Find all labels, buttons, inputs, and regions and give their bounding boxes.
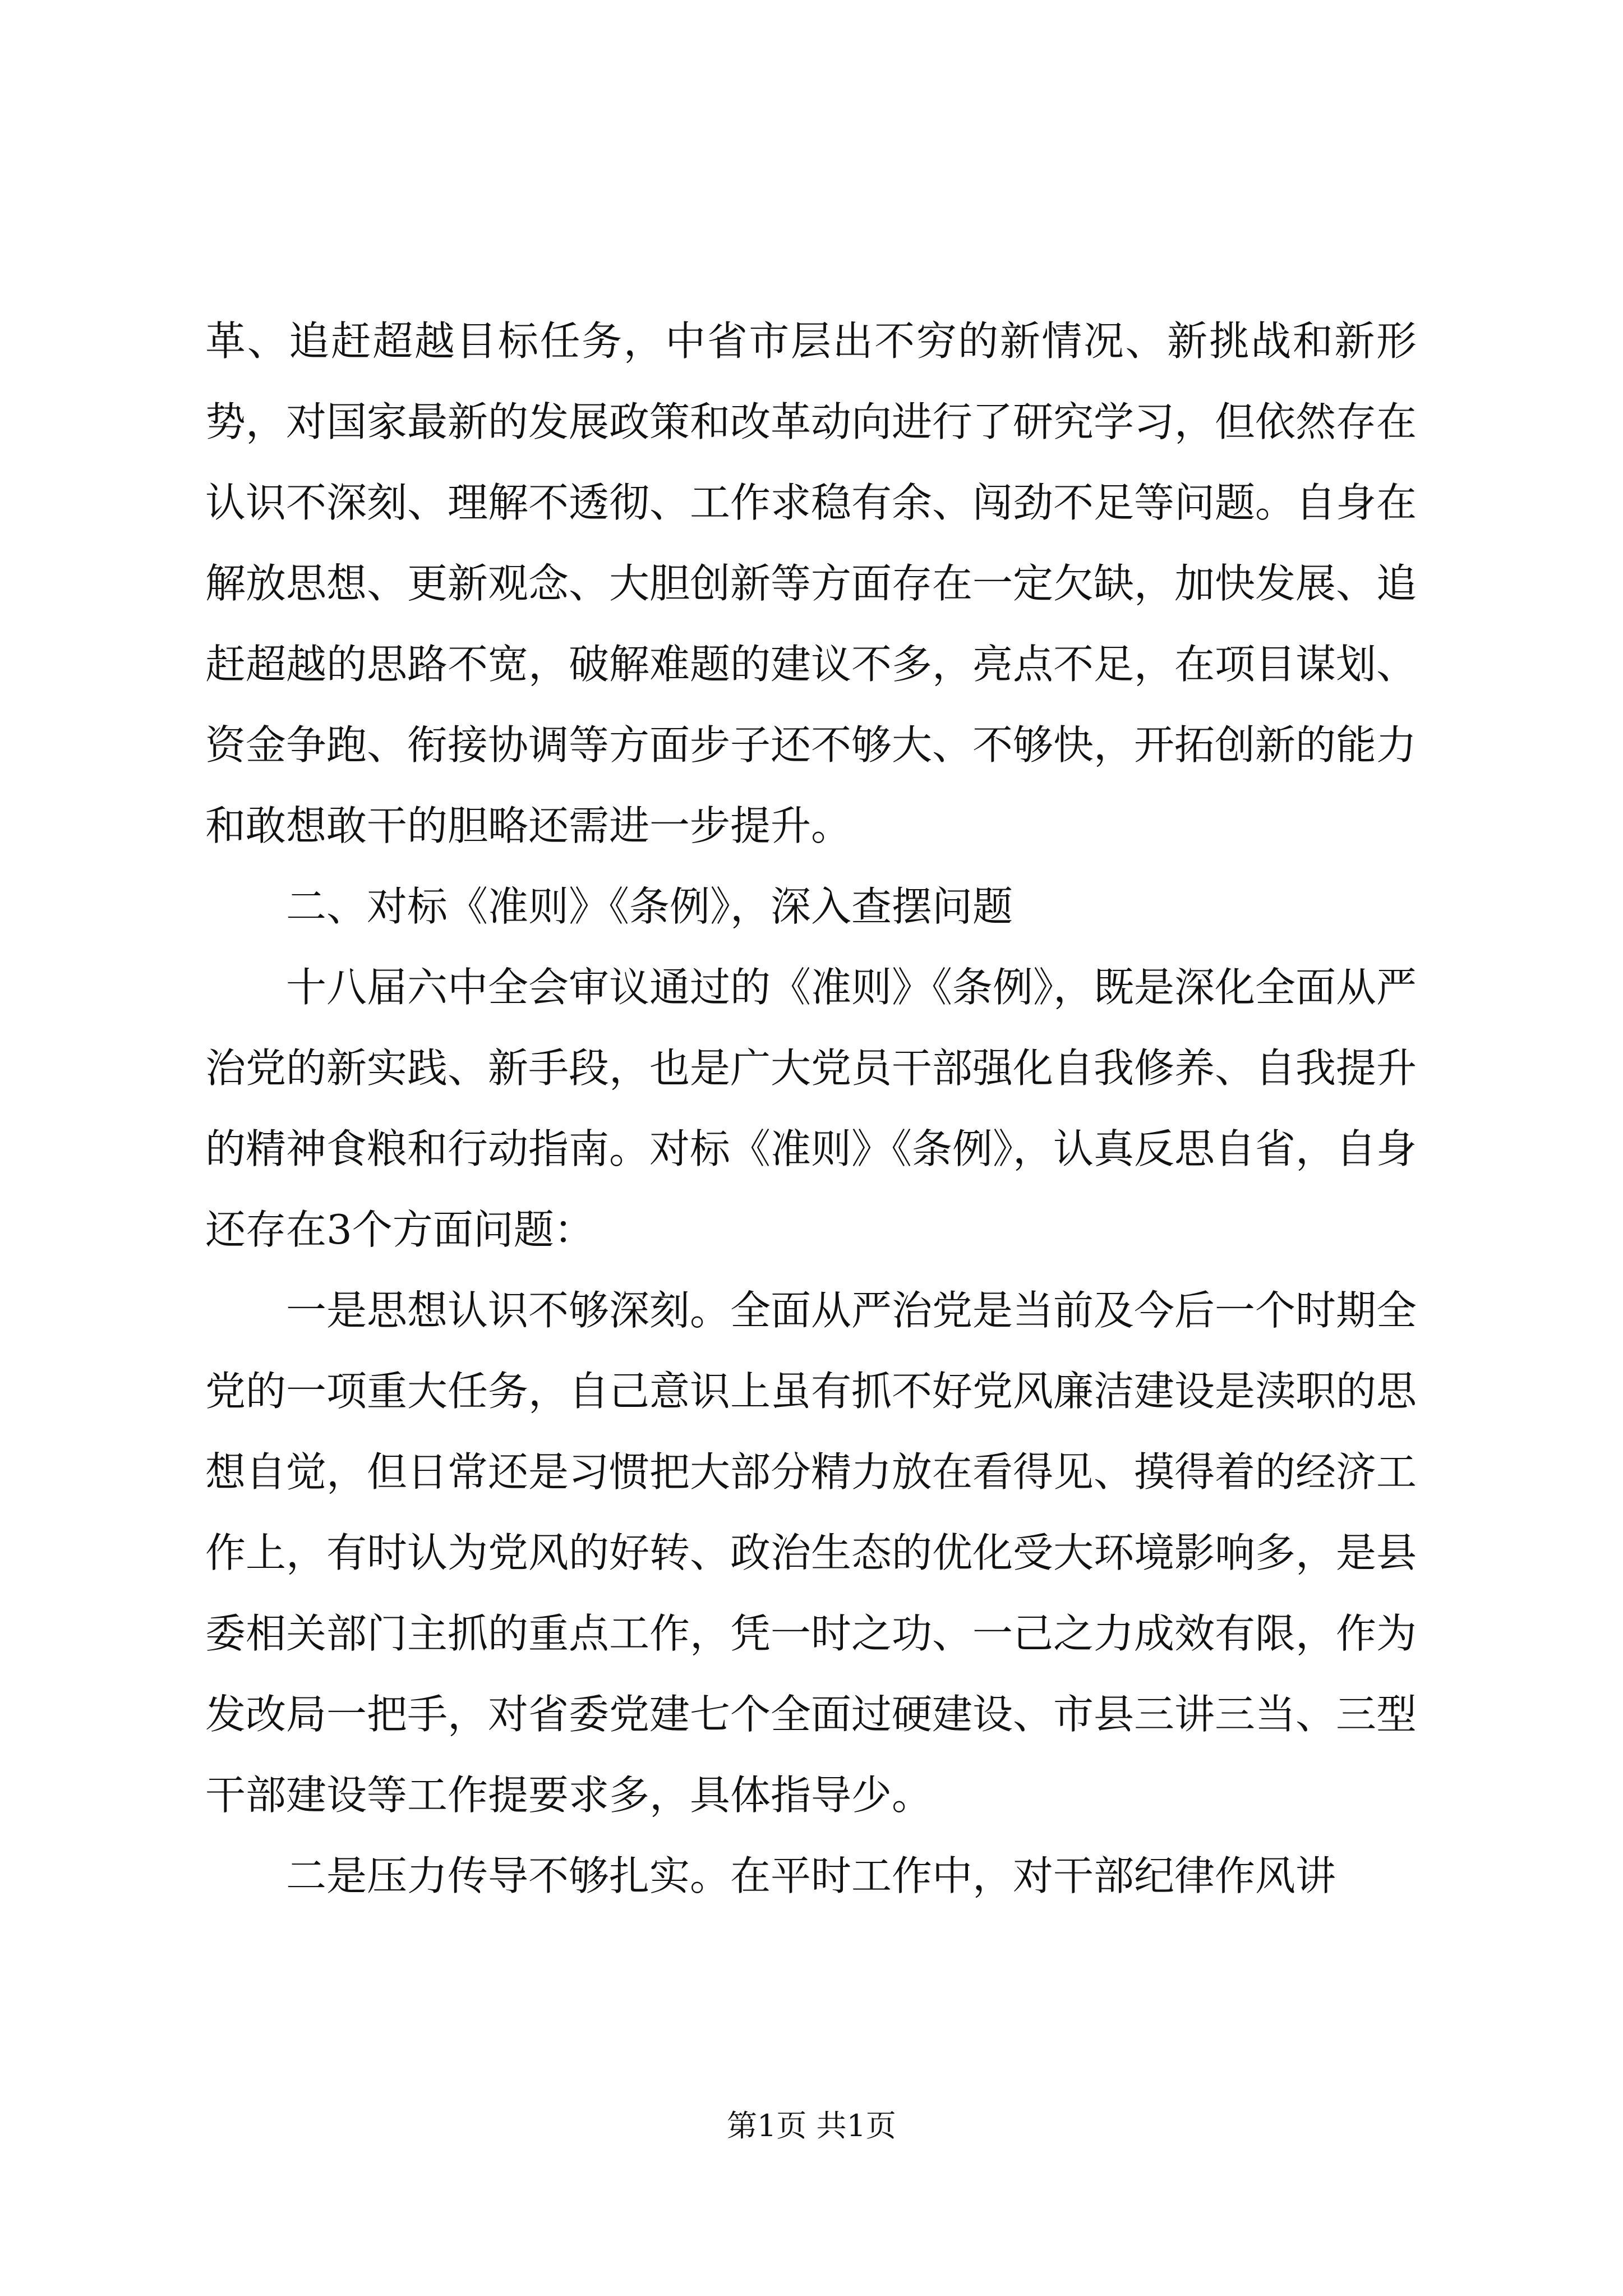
section-heading: 二、对标《准则》《条例》，深入查摆问题 [286,883,1013,930]
paragraph: 一是思想认识不够深刻。全面从严治党是当前及今后一个时期全党的一项重大任务，自己意识上虽有抓不好党风廉洁建设是渎职的思想自觉，但日常还是习惯把大部分精力放在看得见、摸得着的经济工作上，有时认为党风的好转、政治生态的优化受大环境影响多，是县委相关部门主抓的重点工作，凭一时之功、一己之力成效有限，作为发改局一把手，对省委党建七个全面过硬建设、市县三讲三当、三型干部建设等工作提要求多，具体指导少。 [205,1287,1417,1819]
page-number-footer: 第1页 共1页 [727,2108,896,2143]
document-body [205,301,1417,1916]
paragraph-continuation: 革、追赶超越目标任务，中省市层出不穷的新情况、新挑战和新形势，对国家最新的发展政策和改革动向进行了研究学习，但依然存在认识不深刻、理解不透彻、工作求稳有余、闯劲不足等问题。自身在解放思想、更新观念、大胆创新等方面存在一定欠缺，加快发展、追赶超越的思路不宽，破解难题的建议不多，亮点不足，在项目谋划、资金争跑、衔接协调等方面步子还不够大、不够快，开拓创新的能力和敢想敢干的胆略还需进一步提升。 [205,318,1417,849]
paragraph: 十八届六中全会审议通过的《准则》《条例》，既是深化全面从严治党的新实践、新手段，也是广大党员干部强化自我修养、自我提升的精神食粮和行动指南。对标《准则》《条例》，认真反思自省，自身还存在3个方面问题： [205,964,1417,1253]
paragraph: 二是压力传导不够扎实。在平时工作中，对干部纪律作风讲 [286,1852,1336,1899]
